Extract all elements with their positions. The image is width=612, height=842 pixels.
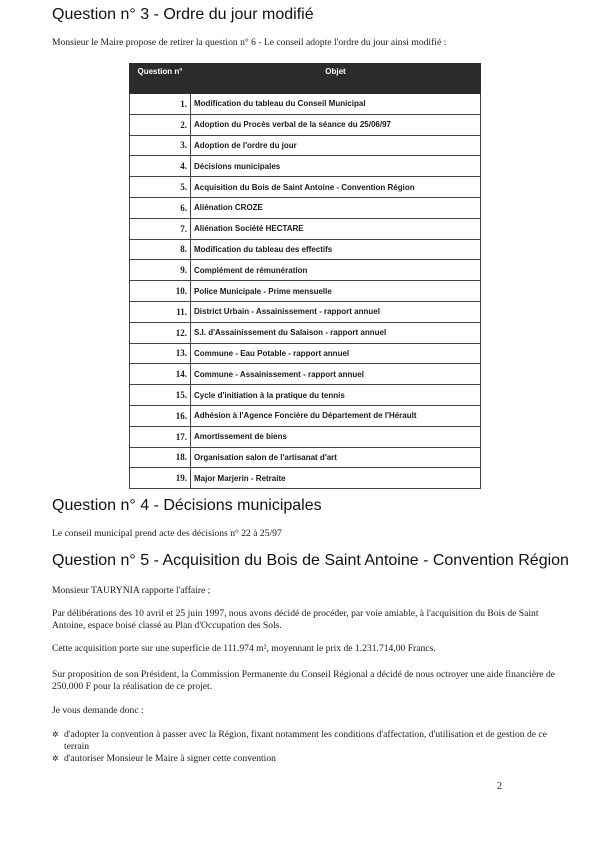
row-objet: Cycle d'initiation à la pratique du tennis [191, 385, 481, 406]
table-row [130, 218, 481, 239]
row-objet: District Urbain - Assainissement - rapport annuel [191, 301, 481, 322]
row-number: 2. [130, 114, 191, 135]
table-row [130, 301, 481, 322]
row-number: 11. [130, 301, 191, 322]
row-number: 1. [130, 94, 191, 115]
asterisk-bullet-icon: ✲ [52, 730, 59, 739]
table-row [130, 94, 481, 115]
row-number: 6. [130, 197, 191, 218]
question-3-intro: Monsieur le Maire propose de retirer la question n° 6 - Le conseil adopte l'ordre du jour ainsi modifié : [52, 37, 447, 48]
row-number: 13. [130, 343, 191, 364]
row-objet: Modification du tableau du Conseil Municipal [191, 94, 481, 115]
table-row [130, 322, 481, 343]
row-number: 9. [130, 260, 191, 281]
table-row [130, 343, 481, 364]
header-question-number: Question n° [130, 64, 191, 94]
agenda-header-row [130, 64, 481, 94]
row-objet: Organisation salon de l'artisanat d'art [191, 447, 481, 468]
q5-paragraph-1: Monsieur TAURYNIA rapporte l'affaire ; [52, 585, 211, 596]
table-row [130, 405, 481, 426]
list-item [52, 753, 567, 765]
row-objet: Adoption du Procès verbal de la séance du 25/06/97 [191, 114, 481, 135]
row-objet: Amortissement de biens [191, 426, 481, 447]
row-objet: Acquisition du Bois de Saint Antoine - Convention Région [191, 177, 481, 198]
header-objet: Objet [191, 64, 481, 94]
question-4-title: Question n° 4 - Décisions municipales [52, 497, 322, 514]
bullet-text-1: d'adopter la convention à passer avec la Région, fixant notamment les conditions d'affectation, d'utilisation et de gestion de ce terrain [64, 729, 547, 752]
row-number: 18. [130, 447, 191, 468]
row-objet: Complément de rémunération [191, 260, 481, 281]
table-row [130, 281, 481, 302]
row-number: 7. [130, 218, 191, 239]
table-row [130, 364, 481, 385]
question-3-title: Question n° 3 - Ordre du jour modifié [52, 6, 314, 23]
q5-paragraph-4: Sur proposition de son Président, la Commission Permanente du Conseil Régional a décidé de nous octroyer une aide financière de 250.000 F pour la réalisation de ce projet. [52, 669, 556, 692]
row-number: 12. [130, 322, 191, 343]
row-objet: Décisions municipales [191, 156, 481, 177]
row-objet: Aliénation Société HECTARE [191, 218, 481, 239]
list-item [52, 729, 567, 753]
row-objet: Major Marjerin - Retraite [191, 468, 481, 489]
table-row [130, 385, 481, 406]
asterisk-bullet-icon: ✲ [52, 754, 59, 763]
bullet-text-2: d'autoriser Monsieur le Maire à signer cette convention [64, 753, 276, 764]
row-number: 5. [130, 177, 191, 198]
table-row [130, 135, 481, 156]
q5-paragraph-3: Cette acquisition porte sur une superficie de 111.974 m², moyennant le prix de 1.231.714,00 Francs. [52, 643, 436, 654]
row-number: 15. [130, 385, 191, 406]
question-4-text: Le conseil municipal prend acte des décisions n° 22 à 25/97 [52, 528, 282, 539]
table-row [130, 239, 481, 260]
row-number: 16. [130, 405, 191, 426]
table-row [130, 114, 481, 135]
row-objet: Aliénation CROZE [191, 197, 481, 218]
row-objet: Modification du tableau des effectifs [191, 239, 481, 260]
row-objet: Police Municipale - Prime mensuelle [191, 281, 481, 302]
row-number: 8. [130, 239, 191, 260]
table-row [130, 426, 481, 447]
row-number: 4. [130, 156, 191, 177]
q5-bullet-list [52, 729, 567, 765]
q5-paragraph-5: Je vous demande donc : [52, 705, 144, 716]
agenda-body [130, 94, 481, 489]
q5-paragraph-2: Par délibérations des 10 avril et 25 juin 1997, nous avons décidé de procéder, par voie amiable, à l'acquisition du Bois de Saint Antoine, espace boisé classé au Plan d'Occupation des Sols. [52, 608, 539, 631]
table-row [130, 260, 481, 281]
row-objet: Adoption de l'ordre du jour [191, 135, 481, 156]
row-objet: Adhésion à l'Agence Foncière du Département de l'Hérault [191, 405, 481, 426]
row-objet: S.I. d'Assainissement du Salaison - rapport annuel [191, 322, 481, 343]
row-number: 14. [130, 364, 191, 385]
row-objet: Commune - Assainissement - rapport annuel [191, 364, 481, 385]
row-number: 3. [130, 135, 191, 156]
row-number: 17. [130, 426, 191, 447]
page-number: 2 [497, 781, 502, 792]
question-5-title: Question n° 5 - Acquisition du Bois de Saint Antoine - Convention Région [52, 552, 569, 569]
table-row [130, 447, 481, 468]
table-row [130, 156, 481, 177]
row-number: 10. [130, 281, 191, 302]
row-number: 19. [130, 468, 191, 489]
row-objet: Commune - Eau Potable - rapport annuel [191, 343, 481, 364]
table-row [130, 468, 481, 489]
table-row [130, 177, 481, 198]
agenda-table [129, 63, 481, 489]
table-row [130, 197, 481, 218]
